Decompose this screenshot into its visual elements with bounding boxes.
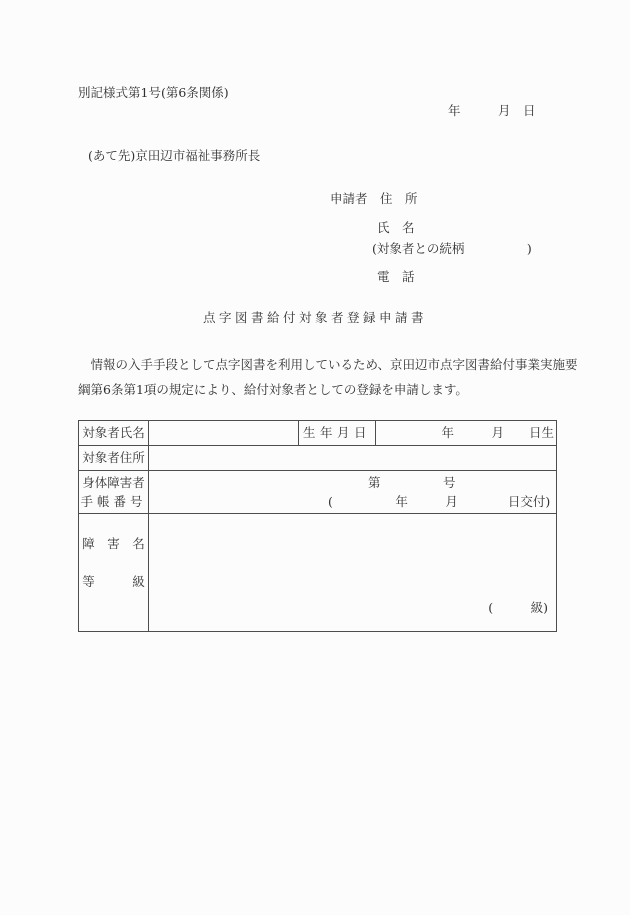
table-row bbox=[79, 514, 557, 632]
disability-name-grade-label bbox=[79, 514, 149, 632]
handbook-label-line-1: 身体障害者 bbox=[82, 475, 145, 490]
handbook-number-label bbox=[79, 471, 149, 514]
disability-name-label-line: 障 害 名 bbox=[82, 536, 145, 551]
application-table bbox=[78, 420, 557, 632]
handbook-label-line-2: 手帳番号 bbox=[80, 494, 147, 509]
birthdate-field: 年 月 日生 bbox=[376, 421, 557, 446]
form-title: 点字図書給付対象者登録申請書 bbox=[202, 310, 427, 325]
subject-name-label: 対象者氏名 bbox=[79, 421, 149, 446]
subject-name-field bbox=[149, 421, 299, 446]
table-row bbox=[79, 471, 557, 514]
applicant-name-line: 氏 名 bbox=[377, 220, 415, 235]
birthdate-label: 生年月日 bbox=[299, 421, 376, 446]
subject-address-field bbox=[149, 446, 557, 471]
applicant-address-line: 申請者 住 所 bbox=[330, 191, 418, 206]
grade-suffix: ( 級) bbox=[488, 600, 548, 615]
handbook-issue-date-line: ( 年 月 日交付) bbox=[328, 494, 551, 509]
table-row bbox=[79, 421, 557, 446]
table-row bbox=[79, 446, 557, 471]
handbook-number-line: 第 号 bbox=[368, 475, 456, 490]
applicant-phone-line: 電 話 bbox=[377, 269, 415, 284]
disability-name-grade-field bbox=[149, 514, 557, 632]
form-number-label: 別記様式第1号(第6条関係) bbox=[78, 85, 229, 100]
addressee-line: (あて先)京田辺市福祉事務所長 bbox=[88, 148, 261, 163]
body-paragraph-line-1: 情報の入手手段として点字図書を利用しているため、京田辺市点字図書給付事業実施要 bbox=[78, 357, 578, 372]
applicant-relation-line: (対象者との続柄 ) bbox=[372, 241, 532, 256]
grade-label-line: 等 級 bbox=[82, 574, 145, 589]
body-paragraph-line-2: 綱第6条第1項の規定により、給付対象者としての登録を申請します。 bbox=[78, 382, 468, 397]
handbook-number-field bbox=[149, 471, 557, 514]
issue-date-line: 年 月 日 bbox=[448, 103, 536, 118]
subject-address-label: 対象者住所 bbox=[79, 446, 149, 471]
